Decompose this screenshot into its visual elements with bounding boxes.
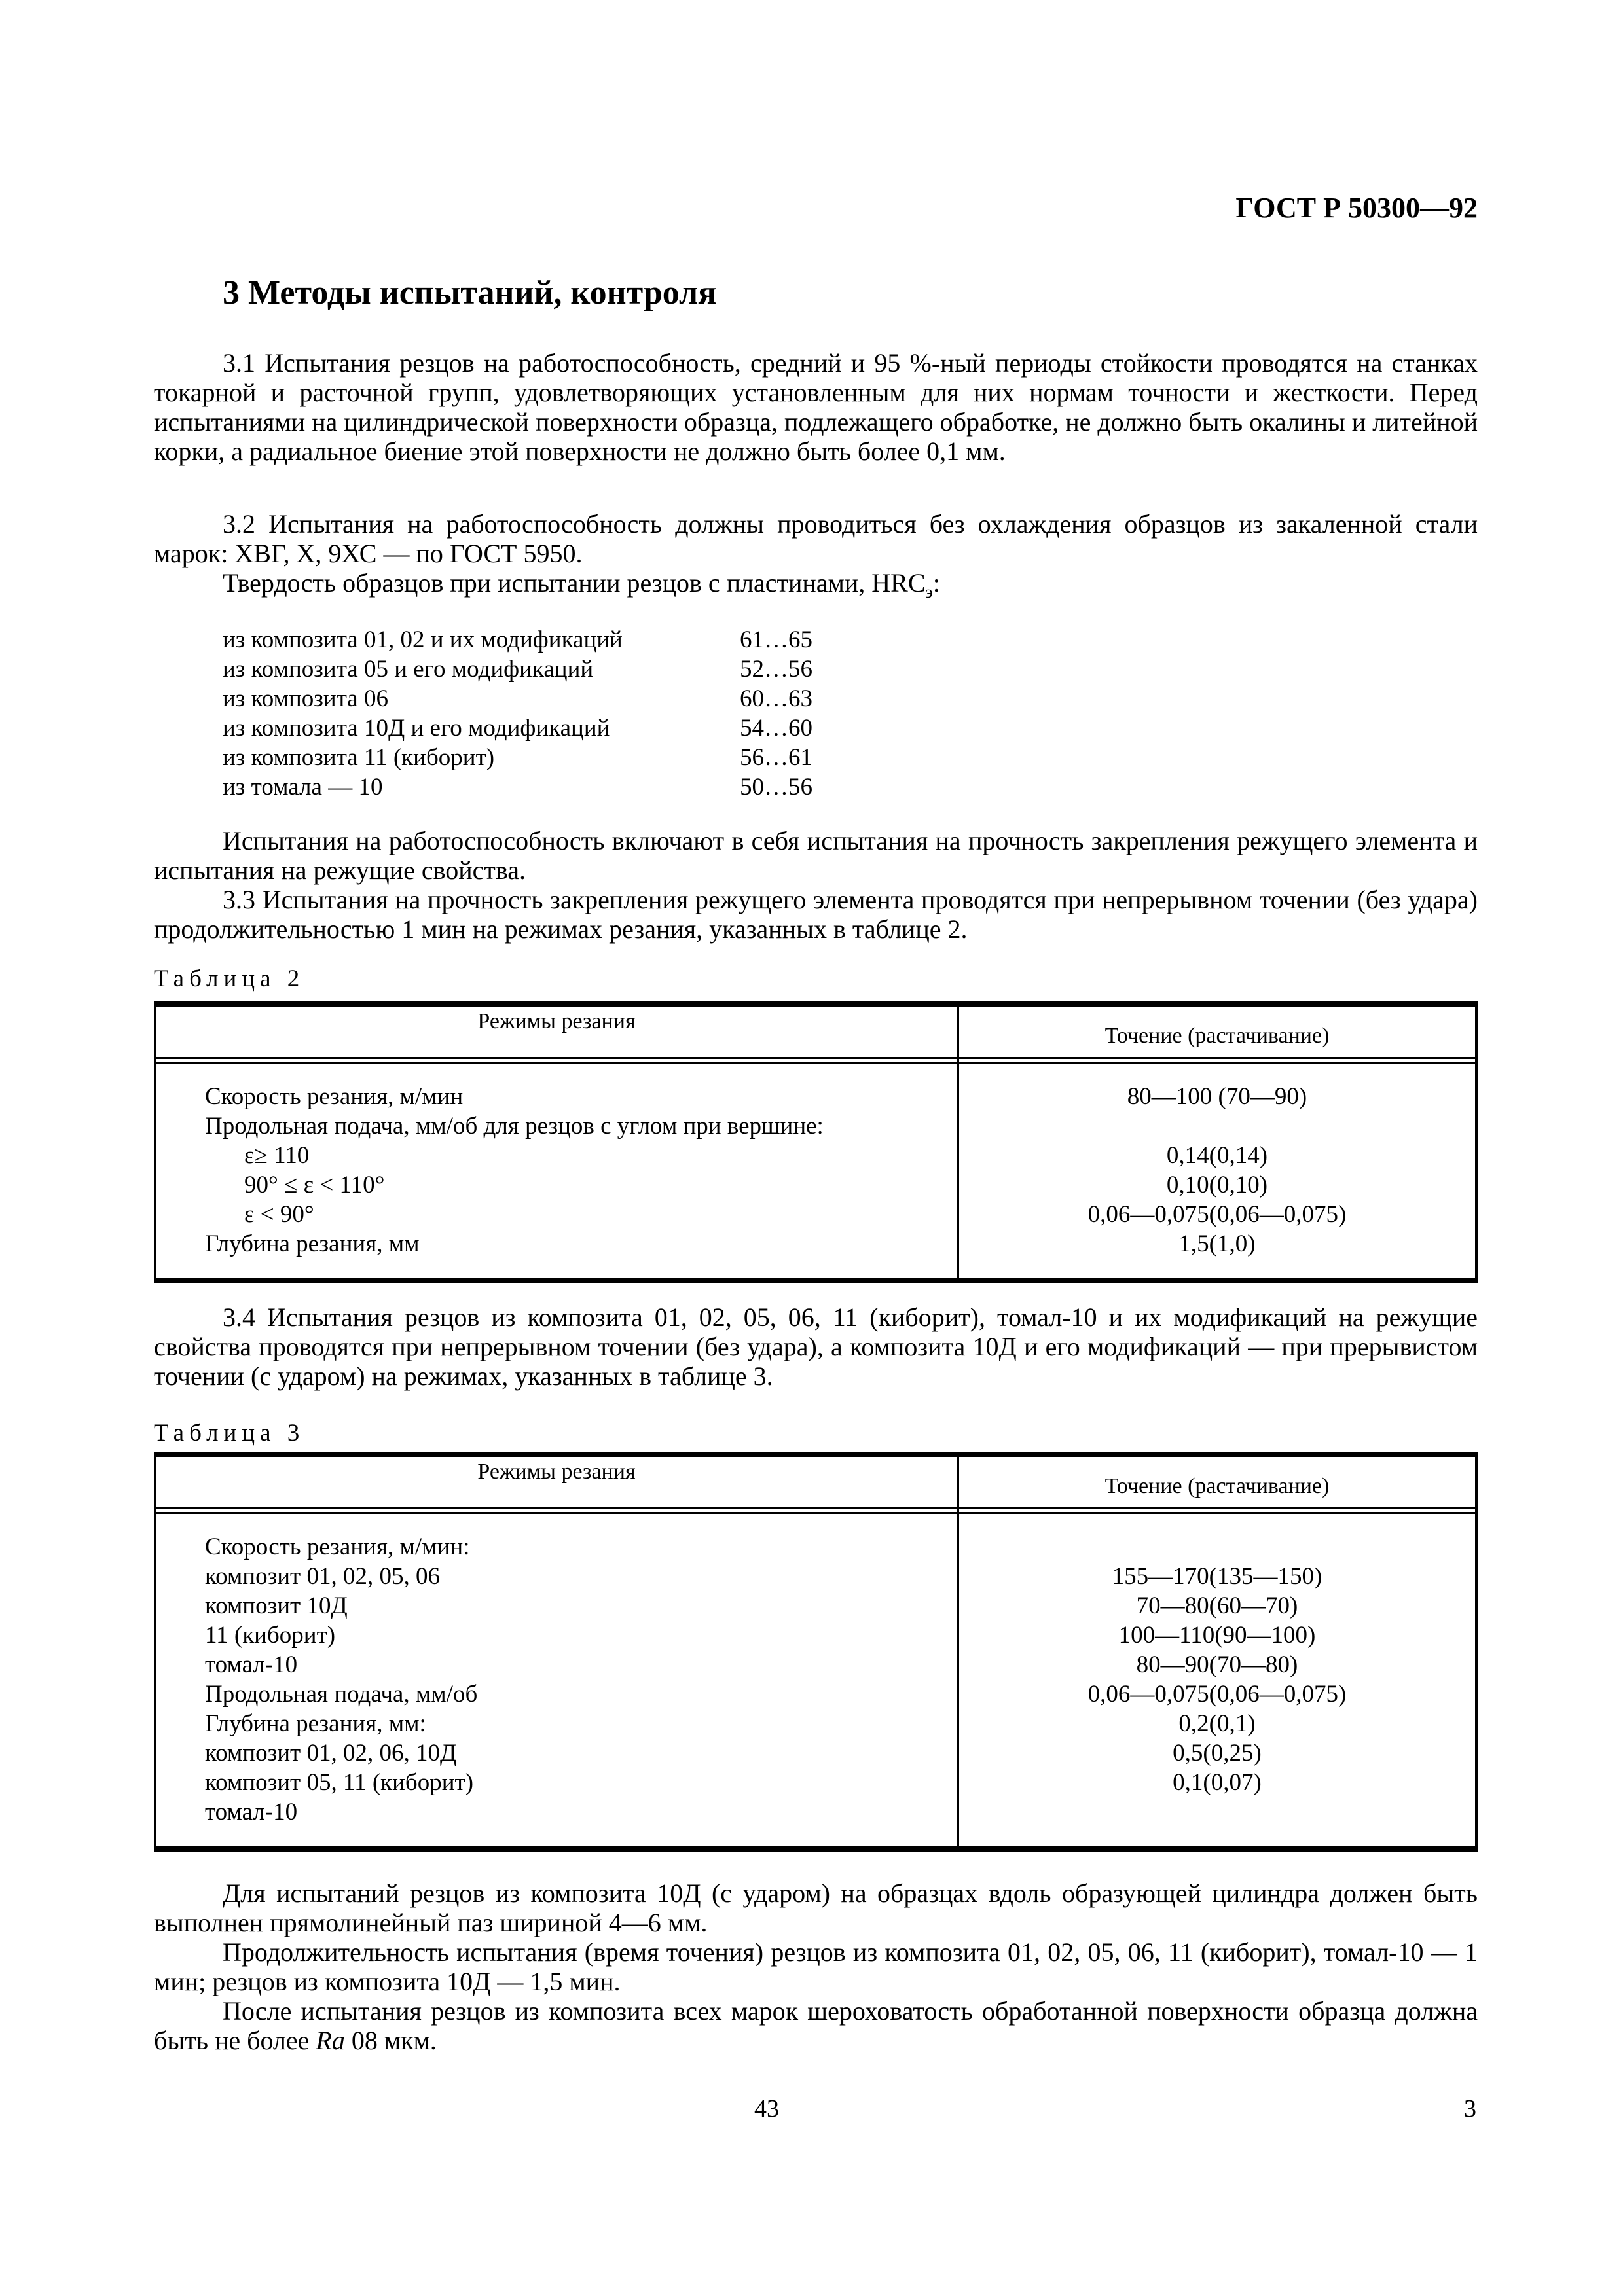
table-row-value: 70—80(60—70): [1136, 1592, 1298, 1619]
table-3-header-turning: Точение (растачивание): [958, 1454, 1477, 1509]
table-row-param: Продольная подача, мм/об: [205, 1681, 478, 1708]
table-row-param: композит 01, 02, 05, 06: [205, 1563, 440, 1590]
hardness-label: из композита 06: [223, 685, 388, 712]
hardness-row: [223, 655, 871, 684]
hardness-value: 60…63: [740, 685, 812, 712]
table-row-param: Глубина резания, мм: [205, 1230, 420, 1257]
hardness-value: 54…60: [740, 715, 812, 742]
table-row-value: 0,10(0,10): [1166, 1172, 1268, 1198]
table-row-value: 0,06—0,075(0,06—0,075): [1087, 1201, 1347, 1228]
hardness-intro: [154, 568, 1478, 607]
paragraph-3-1: 3.1 Испытания резцов на работоспособность, средний и 95 %-ный периоды стойкости проводятся на станках токарной и расточной групп, удовлетворяющих установленным для них нормам точности и жесткости. Перед испытаниями на цилиндрической поверхности образца, подлежащего обработке, не должно быть окалины и литейной корки, а радиальное биение этой поверхности не должно быть более 0,1 мм.: [154, 348, 1478, 466]
table-row-value: 0,2(0,1): [1178, 1710, 1256, 1737]
hardness-row: [223, 743, 871, 772]
table-row-value: 1,5(1,0): [1178, 1230, 1256, 1257]
hardness-value: 56…61: [740, 744, 812, 771]
table-row-param: 11 (киборит): [205, 1622, 336, 1649]
paragraph-3-3: 3.3 Испытания на прочность закрепления режущего элемента проводятся при непрерывном точении (без удара) продолжительностью 1 мин на режимах резания, указанных в таблице 2.: [154, 885, 1478, 944]
roughness-ra: Ra: [316, 2026, 345, 2055]
table-row-param: томал-10: [205, 1799, 298, 1825]
table-3-values: [958, 1513, 1477, 1850]
table-row-param: ε < 90°: [244, 1201, 314, 1228]
document-id-header: ГОСТ Р 50300—92: [1235, 192, 1478, 224]
table-row-param: томал-10: [205, 1651, 298, 1678]
table-row-value: 80—90(70—80): [1136, 1651, 1298, 1678]
hardness-list: [223, 625, 871, 802]
table-row-param: композит 01, 02, 06, 10Д: [205, 1740, 457, 1767]
paragraph-3-4: 3.4 Испытания резцов из композита 01, 02, 05, 06, 11 (киборит), томал-10 и их модификаций на режущие свойства проводятся при непрерывном точении (без удара), а композита 10Д и его модификаций — при прерывистом точении (с ударом) на режимах, указанных в таблице 3.: [154, 1302, 1478, 1391]
hardness-row: [223, 684, 871, 713]
paragraph-3-2: 3.2 Испытания на работоспособность должны проводиться без охлаждения образцов из закаленной стали марок: ХВГ, Х, 9ХС — по ГОСТ 5950.: [154, 509, 1478, 568]
section-title: 3 Методы испытаний, контроля: [223, 274, 717, 312]
document-page-number: 3: [1464, 2095, 1476, 2123]
table-2: [154, 1001, 1478, 1283]
table-row-param: Скорость резания, м/мин: [205, 1083, 464, 1110]
paragraph-groove: Для испытаний резцов из композита 10Д (с ударом) на образцах вдоль образующей цилиндра должен быть выполнен прямолинейный паз шириной 4—6 мм.: [154, 1878, 1478, 1937]
collection-page-number: 43: [754, 2095, 779, 2123]
table-3-header-modes: Режимы резания: [155, 1454, 958, 1509]
table-row-value: [959, 1532, 1475, 1562]
table-row-value: [959, 1797, 1475, 1827]
hardness-value: 61…65: [740, 626, 812, 653]
table-row-value: 0,5(0,25): [1173, 1740, 1262, 1767]
hardness-intro-text: Твердость образцов при испытании резцов с пластинами, HRC: [223, 568, 926, 598]
table-row-value: 80—100 (70—90): [1127, 1083, 1307, 1110]
hardness-subscript: э: [925, 583, 933, 601]
table-row-value: 155—170(135—150): [1112, 1563, 1322, 1590]
table-row-param: Скорость резания, м/мин:: [205, 1534, 470, 1560]
table-row-param: Продольная подача, мм/об для резцов с углом при вершине:: [205, 1113, 824, 1139]
table-3-params: [155, 1513, 958, 1850]
paragraph-includes: Испытания на работоспособность включают в себя испытания на прочность закрепления режущего элемента и испытания на режущие свойства.: [154, 826, 1478, 885]
hardness-label: из композита 05 и его модификаций: [223, 656, 594, 683]
paragraph-duration: Продолжительность испытания (время точения) резцов из композита 01, 02, 05, 06, 11 (киборит), томал-10 — 1 мин; резцов из композита 10Д — 1,5 мин.: [154, 1937, 1478, 1996]
table-2-values: [958, 1063, 1477, 1282]
table-2-params: [155, 1063, 958, 1282]
table-row-value: 0,1(0,07): [1173, 1769, 1262, 1796]
table-row-param: композит 05, 11 (киборит): [205, 1769, 474, 1796]
table-row-value: 100—110(90—100): [1118, 1622, 1316, 1649]
hardness-value: 50…56: [740, 774, 812, 800]
table-2-caption: Таблица 2: [154, 965, 305, 992]
hardness-colon: :: [932, 568, 940, 598]
hardness-label: из томала — 10: [223, 774, 383, 800]
table-2-header-modes: Режимы резания: [155, 1004, 958, 1058]
hardness-row: [223, 713, 871, 743]
table-row-value: 0,06—0,075(0,06—0,075): [1087, 1681, 1347, 1708]
table-row-value: 0,14(0,14): [1166, 1142, 1268, 1169]
hardness-label: из композита 11 (киборит): [223, 744, 495, 771]
table-2-header-turning: Точение (растачивание): [958, 1004, 1477, 1058]
table-row-param: Глубина резания, мм:: [205, 1710, 426, 1737]
roughness-text-a: После испытания резцов из композита всех марок шероховатость обработанной поверхности образца должна быть не более: [154, 1996, 1478, 2055]
table-3-caption: Таблица 3: [154, 1420, 305, 1446]
table-3: [154, 1452, 1478, 1852]
paragraph-roughness: [154, 1996, 1478, 2055]
table-row-value: [959, 1111, 1475, 1141]
hardness-value: 52…56: [740, 656, 812, 683]
hardness-row: [223, 625, 871, 655]
table-row-param: 90° ≤ ε < 110°: [244, 1172, 385, 1198]
hardness-label: из композита 01, 02 и их модификаций: [223, 626, 623, 653]
roughness-text-b: 08 мкм.: [344, 2026, 437, 2055]
table-row-param: композит 10Д: [205, 1592, 348, 1619]
hardness-row: [223, 772, 871, 802]
hardness-label: из композита 10Д и его модификаций: [223, 715, 610, 742]
table-row-param: ε≥ 110: [244, 1142, 310, 1169]
